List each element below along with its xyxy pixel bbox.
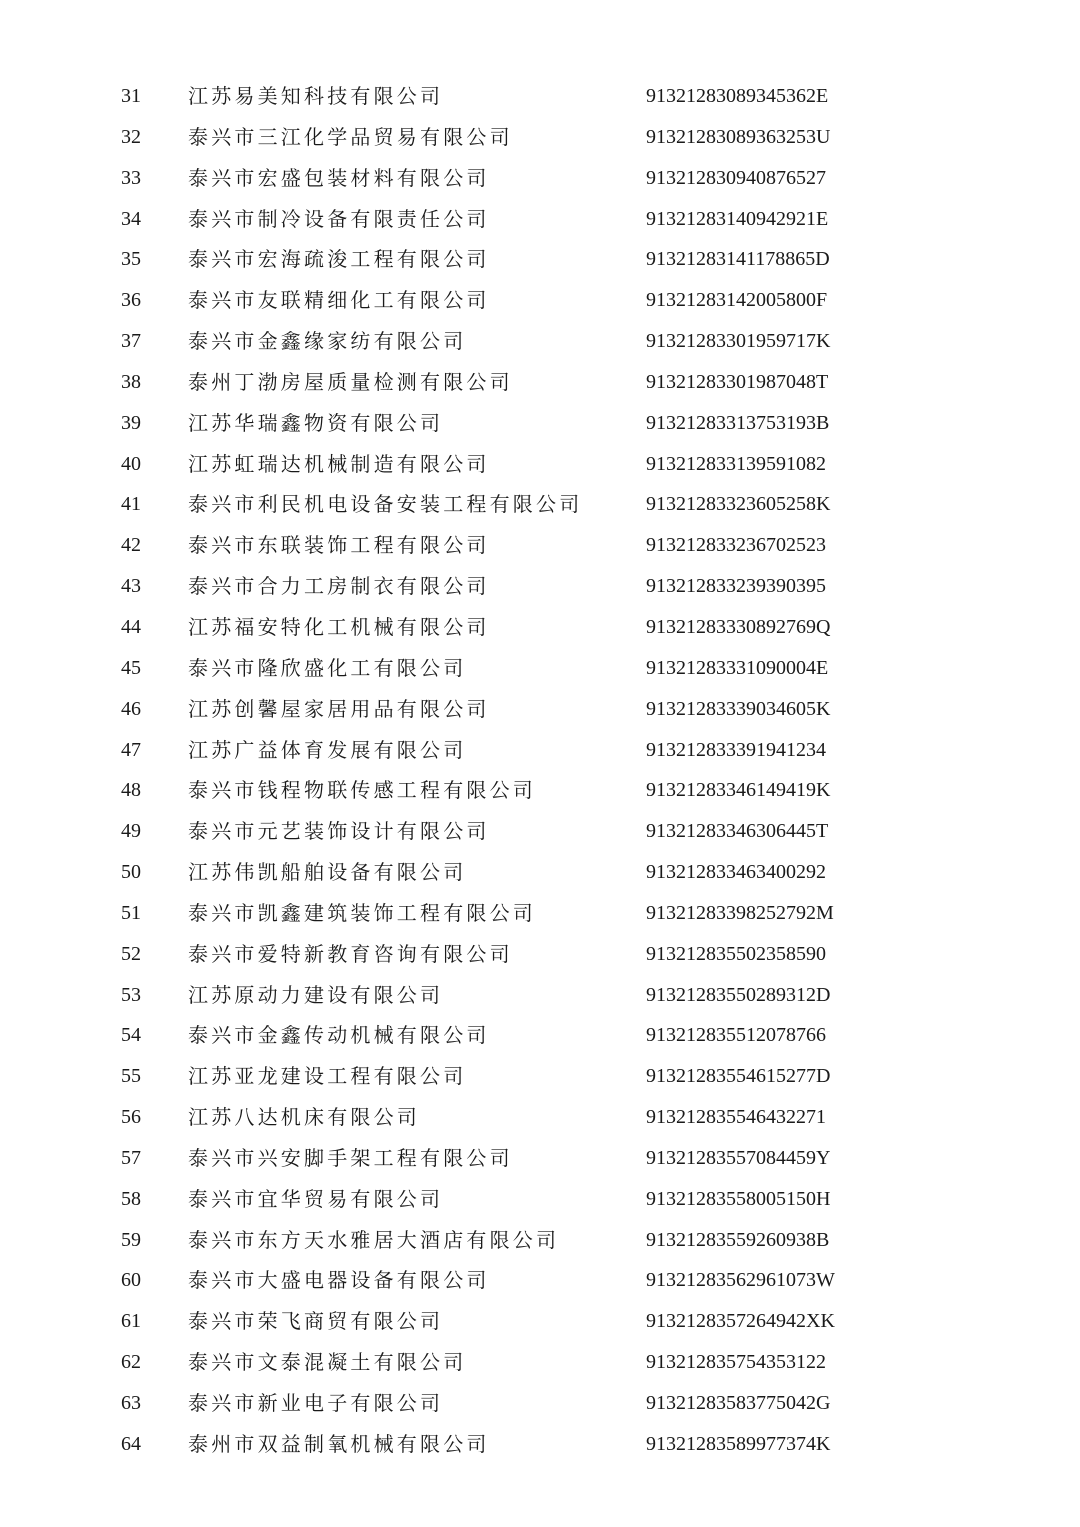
table-row <box>0 525 1080 566</box>
company-name: 江苏八达机床有限公司 <box>188 1105 420 1130</box>
credit-code: 91321283398252792M <box>646 901 834 924</box>
row-number: 36 <box>121 289 141 312</box>
credit-code: 913212833236702523 <box>646 534 826 557</box>
table-row <box>0 199 1080 240</box>
credit-code: 91321283301987048T <box>646 370 829 393</box>
credit-code: 91321283140942921E <box>646 207 829 230</box>
credit-code: 913212835512078766 <box>646 1024 826 1047</box>
credit-code: 91321283313753193B <box>646 411 830 434</box>
table-row <box>0 1056 1080 1097</box>
row-number: 59 <box>121 1228 141 1251</box>
company-name: 泰兴市钱程物联传感工程有限公司 <box>188 778 536 803</box>
credit-code: 91321283550289312D <box>646 983 831 1006</box>
credit-code: 913212835502358590 <box>646 942 826 965</box>
company-name: 泰兴市东方天水雅居大酒店有限公司 <box>188 1227 560 1252</box>
company-name: 泰兴市新业电子有限公司 <box>188 1391 444 1415</box>
row-number: 60 <box>121 1269 141 1292</box>
row-number: 64 <box>121 1432 141 1455</box>
row-number: 52 <box>121 942 141 965</box>
company-name: 泰兴市金鑫缘家纺有限公司 <box>188 329 467 354</box>
row-number: 50 <box>121 861 141 884</box>
table-row <box>0 444 1080 485</box>
company-list-table <box>0 76 1080 1465</box>
credit-code: 9132128357264942XK <box>646 1310 835 1333</box>
company-name: 泰兴市宏海疏浚工程有限公司 <box>188 247 490 272</box>
row-number: 61 <box>121 1310 141 1333</box>
table-row <box>0 1424 1080 1465</box>
company-name: 泰兴市元艺装饰设计有限公司 <box>188 819 490 844</box>
row-number: 56 <box>121 1106 141 1129</box>
row-number: 35 <box>121 248 141 271</box>
table-row <box>0 1301 1080 1342</box>
credit-code: 913212833139591082 <box>646 452 826 475</box>
table-row <box>0 484 1080 525</box>
row-number: 48 <box>121 779 141 802</box>
credit-code: 91321283089345362E <box>646 85 829 107</box>
company-name: 泰兴市制冷设备有限责任公司 <box>188 206 490 231</box>
row-number: 40 <box>121 452 141 475</box>
table-row <box>0 1138 1080 1179</box>
credit-code: 91321283141178865D <box>646 248 830 271</box>
table-row <box>0 1015 1080 1056</box>
company-name: 泰兴市兴安脚手架工程有限公司 <box>188 1145 513 1170</box>
company-name: 江苏创馨屋家居用品有限公司 <box>188 696 490 721</box>
company-name: 江苏虹瑞达机械制造有限公司 <box>188 451 490 476</box>
row-number: 38 <box>121 370 141 393</box>
table-row <box>0 811 1080 852</box>
row-number: 46 <box>121 697 141 720</box>
row-number: 32 <box>121 125 141 148</box>
credit-code: 91321283346149419K <box>646 779 831 802</box>
row-number: 31 <box>121 85 141 107</box>
table-row <box>0 1220 1080 1261</box>
table-row <box>0 362 1080 403</box>
company-name: 泰兴市友联精细化工有限公司 <box>188 288 490 313</box>
table-row <box>0 158 1080 199</box>
company-name: 江苏华瑞鑫物资有限公司 <box>188 410 444 435</box>
table-row <box>0 975 1080 1016</box>
table-row <box>0 648 1080 689</box>
credit-code: 91321283323605258K <box>646 493 831 516</box>
company-name: 泰州市双益制氧机械有限公司 <box>188 1431 490 1456</box>
table-row <box>0 403 1080 444</box>
row-number: 33 <box>121 166 141 189</box>
credit-code: 913212830940876527 <box>646 166 826 189</box>
row-number: 55 <box>121 1065 141 1088</box>
company-name: 泰兴市凯鑫建筑装饰工程有限公司 <box>188 900 536 925</box>
credit-code: 91321283558005150H <box>646 1187 831 1210</box>
table-row <box>0 1260 1080 1301</box>
table-row <box>0 1383 1080 1424</box>
credit-code: 91321283339034605K <box>646 697 831 720</box>
credit-code: 913212833463400292 <box>646 861 826 884</box>
company-name: 泰兴市金鑫传动机械有限公司 <box>188 1023 490 1048</box>
table-row <box>0 852 1080 893</box>
company-name: 江苏亚龙建设工程有限公司 <box>188 1064 467 1089</box>
table-row <box>0 117 1080 158</box>
credit-code: 91321283331090004E <box>646 656 829 679</box>
credit-code: 91321283346306445T <box>646 820 829 843</box>
table-row <box>0 730 1080 771</box>
company-name: 泰兴市隆欣盛化工有限公司 <box>188 655 467 680</box>
credit-code: 91321283554615277D <box>646 1065 831 1088</box>
row-number: 37 <box>121 330 141 353</box>
company-name: 泰兴市利民机电设备安装工程有限公司 <box>188 492 583 517</box>
credit-code: 91321283301959717K <box>646 330 831 353</box>
company-name: 泰兴市爱特新教育咨询有限公司 <box>188 941 513 966</box>
company-name: 泰兴市荣飞商贸有限公司 <box>188 1309 444 1334</box>
table-row <box>0 1342 1080 1383</box>
credit-code: 91321283583775042G <box>646 1392 831 1414</box>
row-number: 49 <box>121 820 141 843</box>
company-name: 江苏原动力建设有限公司 <box>188 982 444 1007</box>
company-name: 江苏广益体育发展有限公司 <box>188 737 467 762</box>
row-number: 41 <box>121 493 141 516</box>
row-number: 57 <box>121 1146 141 1169</box>
company-name: 泰兴市宜华贸易有限公司 <box>188 1186 444 1211</box>
company-name: 江苏伟凯船舶设备有限公司 <box>188 860 467 885</box>
row-number: 58 <box>121 1187 141 1210</box>
row-number: 43 <box>121 575 141 598</box>
company-name: 泰兴市东联装饰工程有限公司 <box>188 533 490 558</box>
credit-code: 913212835546432271 <box>646 1106 826 1129</box>
credit-code: 913212833239390395 <box>646 575 826 598</box>
company-name: 泰兴市合力工房制衣有限公司 <box>188 574 490 599</box>
row-number: 53 <box>121 983 141 1006</box>
row-number: 63 <box>121 1392 141 1414</box>
credit-code: 913212833391941234 <box>646 738 826 761</box>
row-number: 54 <box>121 1024 141 1047</box>
table-row <box>0 566 1080 607</box>
row-number: 51 <box>121 901 141 924</box>
credit-code: 91321283089363253U <box>646 125 831 148</box>
credit-code: 91321283142005800F <box>646 289 828 312</box>
company-name: 泰兴市大盛电器设备有限公司 <box>188 1268 490 1293</box>
credit-code: 91321283330892769Q <box>646 615 831 638</box>
table-row <box>0 321 1080 362</box>
row-number: 45 <box>121 656 141 679</box>
credit-code: 913212835754353122 <box>646 1351 826 1374</box>
row-number: 34 <box>121 207 141 230</box>
table-row <box>0 893 1080 934</box>
row-number: 47 <box>121 738 141 761</box>
company-name: 泰兴市三江化学品贸易有限公司 <box>188 124 513 149</box>
company-name: 泰兴市宏盛包装材料有限公司 <box>188 165 490 190</box>
table-row <box>0 280 1080 321</box>
company-name: 泰州丁渤房屋质量检测有限公司 <box>188 369 513 394</box>
credit-code: 91321283562961073W <box>646 1269 835 1292</box>
company-name: 江苏易美知科技有限公司 <box>188 84 444 108</box>
credit-code: 91321283559260938B <box>646 1228 830 1251</box>
table-row <box>0 1097 1080 1138</box>
row-number: 62 <box>121 1351 141 1374</box>
company-name: 江苏福安特化工机械有限公司 <box>188 614 490 639</box>
company-name: 泰兴市文泰混凝土有限公司 <box>188 1350 467 1375</box>
table-row <box>0 1179 1080 1220</box>
row-number: 44 <box>121 615 141 638</box>
table-row <box>0 239 1080 280</box>
row-number: 39 <box>121 411 141 434</box>
credit-code: 91321283589977374K <box>646 1432 831 1455</box>
table-row <box>0 770 1080 811</box>
table-row <box>0 689 1080 730</box>
table-row <box>0 934 1080 975</box>
credit-code: 91321283557084459Y <box>646 1146 831 1169</box>
row-number: 42 <box>121 534 141 557</box>
table-row <box>0 76 1080 117</box>
table-row <box>0 607 1080 648</box>
